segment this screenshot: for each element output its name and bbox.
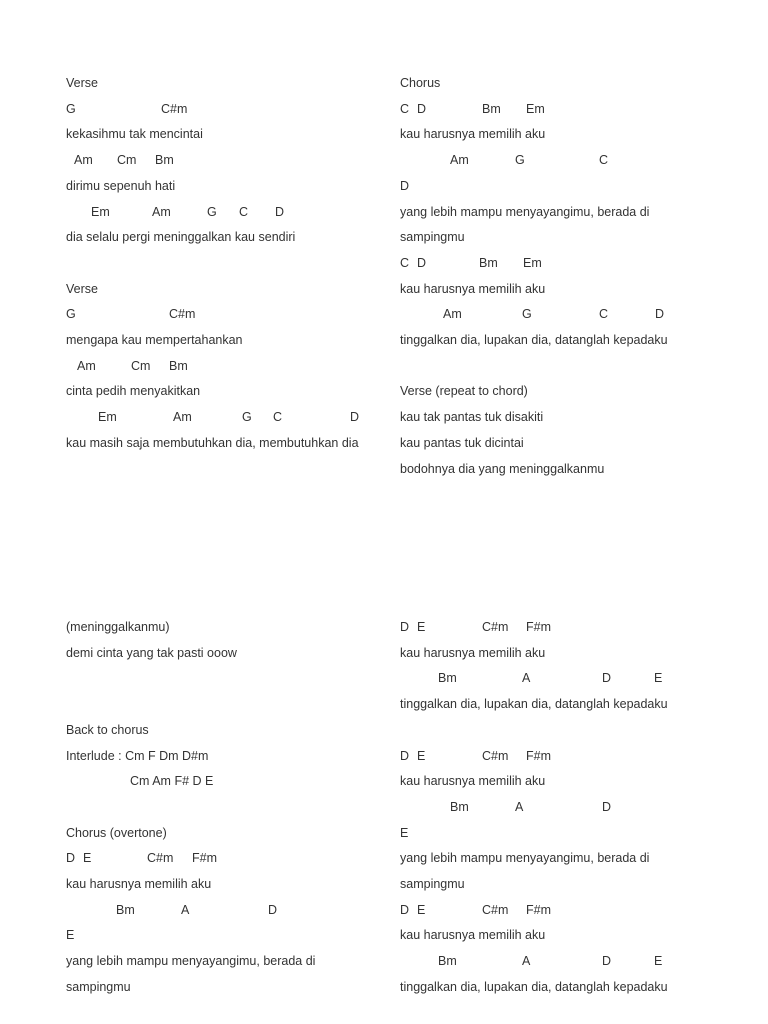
- chord: D: [417, 102, 427, 116]
- chord: C: [239, 205, 249, 219]
- chord: A: [515, 800, 524, 814]
- chord-line: [66, 850, 386, 866]
- chord: G: [515, 153, 525, 167]
- chord-line: [66, 927, 386, 943]
- chord: G: [66, 307, 76, 321]
- chord-line: [66, 152, 386, 168]
- chord-line: [400, 748, 730, 764]
- section-heading-back-to-chorus: Back to chorus: [66, 723, 149, 737]
- chord: Bm: [438, 671, 457, 685]
- chord: D: [66, 851, 76, 865]
- chord-line: [400, 152, 730, 168]
- chord: D: [400, 903, 410, 917]
- chord: C#m: [482, 903, 509, 917]
- chord: D: [602, 671, 612, 685]
- chord: C#m: [482, 620, 509, 634]
- chord: C#m: [482, 749, 509, 763]
- chord: E: [83, 851, 92, 865]
- chord: C: [599, 153, 609, 167]
- chord: Am: [443, 307, 462, 321]
- section-heading-verse: Verse: [66, 282, 98, 296]
- chord: E: [400, 826, 409, 840]
- lyric-line: tinggalkan dia, lupakan dia, datanglah kepadaku: [400, 697, 668, 711]
- chord: C: [273, 410, 283, 424]
- chord: F#m: [192, 851, 217, 865]
- chord: D: [400, 749, 410, 763]
- chord-line: [66, 306, 386, 322]
- chord: D: [400, 179, 410, 193]
- lyric-line: dia selalu pergi meninggalkan kau sendiri: [66, 230, 296, 244]
- lyric-line: kau harusnya memilih aku: [400, 646, 546, 660]
- interlude-line: Interlude : Cm F Dm D#m: [66, 749, 209, 763]
- chord-line: [400, 178, 730, 194]
- chord: Am: [450, 153, 469, 167]
- chord: G: [207, 205, 217, 219]
- section-heading-chorus: Chorus: [400, 76, 441, 90]
- lyric-line: yang lebih mampu menyayangimu, berada di: [400, 851, 650, 865]
- chord: F#m: [526, 620, 551, 634]
- chord: Bm: [169, 359, 188, 373]
- lyric-line: kau harusnya memilih aku: [400, 928, 546, 942]
- lyric-line: dirimu sepenuh hati: [66, 179, 176, 193]
- lyric-line: tinggalkan dia, lupakan dia, datanglah kepadaku: [400, 980, 668, 994]
- chord: E: [654, 671, 663, 685]
- chord: C: [400, 102, 410, 116]
- chord: D: [602, 800, 612, 814]
- chord: Bm: [482, 102, 501, 116]
- chord: E: [417, 620, 426, 634]
- chord: Bm: [116, 903, 135, 917]
- chord: Am: [74, 153, 93, 167]
- chord: D: [268, 903, 278, 917]
- chord: G: [522, 307, 532, 321]
- lyric-line: sampingmu: [400, 877, 465, 891]
- chord: Cm: [131, 359, 151, 373]
- chord: Bm: [450, 800, 469, 814]
- chord: Bm: [438, 954, 457, 968]
- chord: D: [602, 954, 612, 968]
- lyric-line: kau pantas tuk dicintai: [400, 436, 524, 450]
- lyric-line: cinta pedih menyakitkan: [66, 384, 201, 398]
- lyric-line: kau harusnya memilih aku: [400, 127, 546, 141]
- chord: C#m: [161, 102, 188, 116]
- lyric-line: demi cinta yang tak pasti ooow: [66, 646, 237, 660]
- chord-line: [66, 409, 386, 425]
- chord: D: [350, 410, 360, 424]
- lyric-line: tinggalkan dia, lupakan dia, datanglah kepadaku: [400, 333, 668, 347]
- lyric-line: sampingmu: [66, 980, 131, 994]
- chord: A: [181, 903, 190, 917]
- lyric-line: (meninggalkanmu): [66, 620, 170, 634]
- chord-line: [400, 799, 730, 815]
- chord: E: [417, 749, 426, 763]
- chord-line: [400, 953, 730, 969]
- lyric-line: bodohnya dia yang meninggalkanmu: [400, 462, 605, 476]
- chord: Bm: [155, 153, 174, 167]
- chord: Em: [98, 410, 117, 424]
- chord: F#m: [526, 903, 551, 917]
- lyric-line: kau harusnya memilih aku: [400, 774, 546, 788]
- chord: Am: [77, 359, 96, 373]
- chord: C: [400, 256, 410, 270]
- section-heading-verse: Verse: [66, 76, 98, 90]
- chord-line: [66, 101, 386, 117]
- chord: A: [522, 954, 531, 968]
- chord-line: [400, 619, 730, 635]
- chord: Cm: [117, 153, 137, 167]
- chord: C: [599, 307, 609, 321]
- chord: Em: [91, 205, 110, 219]
- section-heading-chorus-overtone: Chorus (overtone): [66, 826, 167, 840]
- lyric-line: sampingmu: [400, 230, 465, 244]
- chord: D: [275, 205, 285, 219]
- chord: G: [242, 410, 252, 424]
- chord: Cm Am F# D E: [130, 774, 214, 788]
- chord: A: [522, 671, 531, 685]
- lyric-line: kau harusnya memilih aku: [400, 282, 546, 296]
- chord: Em: [526, 102, 545, 116]
- chord: D: [417, 256, 427, 270]
- chord-line: [66, 902, 386, 918]
- chord: D: [400, 620, 410, 634]
- chord: Em: [523, 256, 542, 270]
- chord: C#m: [169, 307, 196, 321]
- lyric-line: mengapa kau mempertahankan: [66, 333, 243, 347]
- lyric-line: kau tak pantas tuk disakiti: [400, 410, 544, 424]
- chord-line: [400, 902, 730, 918]
- chord-line: [400, 670, 730, 686]
- chord: C#m: [147, 851, 174, 865]
- chord: F#m: [526, 749, 551, 763]
- chord: Am: [152, 205, 171, 219]
- chord: Am: [173, 410, 192, 424]
- chord-line: [66, 358, 386, 374]
- chord-line: [66, 204, 386, 220]
- chord: Bm: [479, 256, 498, 270]
- chord: G: [66, 102, 76, 116]
- lyric-line: kekasihmu tak mencintai: [66, 127, 203, 141]
- lyric-line: yang lebih mampu menyayangimu, berada di: [400, 205, 650, 219]
- chord: E: [417, 903, 426, 917]
- chord: E: [654, 954, 663, 968]
- lyric-line: yang lebih mampu menyayangimu, berada di: [66, 954, 316, 968]
- chord: E: [66, 928, 75, 942]
- lyric-line: kau harusnya memilih aku: [66, 877, 212, 891]
- chord-line: [400, 101, 730, 117]
- chord-line: [400, 306, 730, 322]
- interlude-line: [66, 773, 386, 789]
- section-heading-verse-repeat: Verse (repeat to chord): [400, 384, 528, 398]
- chord: D: [655, 307, 665, 321]
- chord-line: [400, 255, 730, 271]
- chord-line: [400, 825, 730, 841]
- lyric-line: kau masih saja membutuhkan dia, membutuhkan dia: [66, 436, 359, 450]
